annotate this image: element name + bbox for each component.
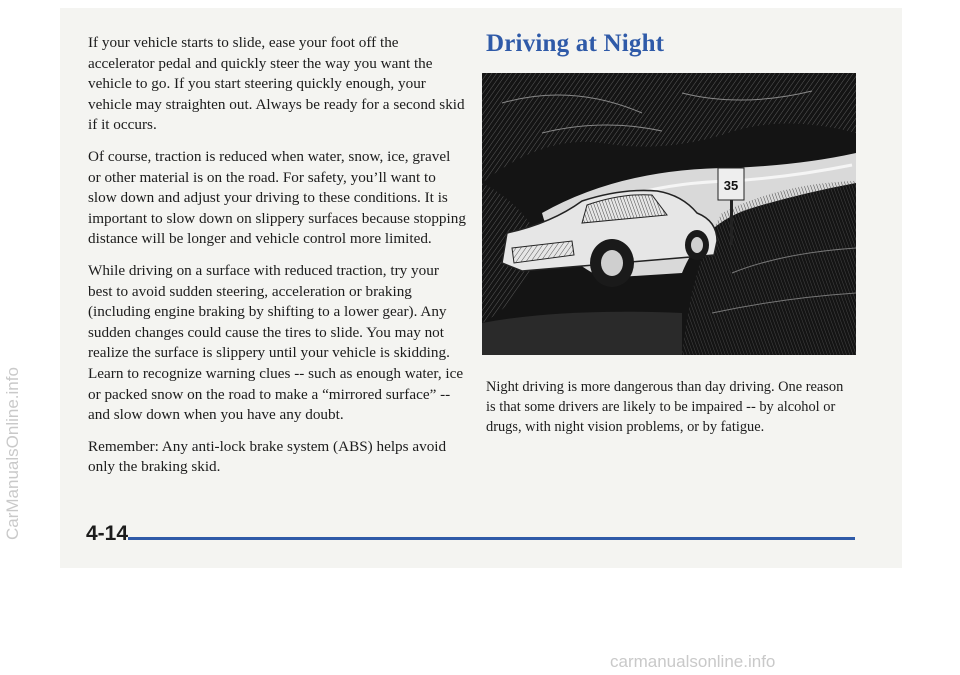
page-number: 4-14 (86, 522, 129, 545)
paragraph-reduced-traction: While driving on a surface with reduced traction, try your best to avoid sudden steering, acceleration or braking (including engine braking by shifting to a lower gear). Any sudden changes could cause the tires to slide. You may not realize the surface is slippery until your vehicle is skidding. Learn to recognize warning clues -- such as enough water, ice or packed snow on the road to make a “mirrored surface” -- and slow down when you have any doubt. (88, 261, 464, 424)
left-column (88, 33, 466, 489)
footer-rule (128, 537, 855, 540)
paragraph-abs: Remember: Any anti-lock brake system (ABS) helps avoid only the braking skid. (88, 437, 447, 476)
paragraph-skid-recovery: If your vehicle starts to slide, ease your foot off the accelerator pedal and quickly steer the way you want the vehicle to go. If you start steering quickly enough, your vehicle may straighten out. Always be ready for a second skid if it occurs. (88, 34, 465, 134)
night-driving-illustration (482, 73, 856, 355)
section-heading: Driving at Night (486, 30, 665, 57)
night-road-drawing (482, 73, 856, 355)
side-watermark-text: CarManualsOnline.info (3, 367, 22, 540)
paragraph-traction: Of course, traction is reduced when water, snow, ice, gravel or other material is on the road. For safety, you’ll want to slow down and adjust your driving to these conditions. It is important to slow down on slippery surfaces because stopping distance will be longer and vehicle control more limited. (88, 147, 466, 248)
illustration-caption: Night driving is more dangerous than day driving. One reason is that some drivers are likely to be impaired -- by alcohol or drugs, with night vision problems, or by fatigue. (486, 379, 844, 435)
bottom-watermark: carmanualsonline.info (610, 652, 776, 671)
speed-sign-number: 35 (723, 178, 739, 193)
